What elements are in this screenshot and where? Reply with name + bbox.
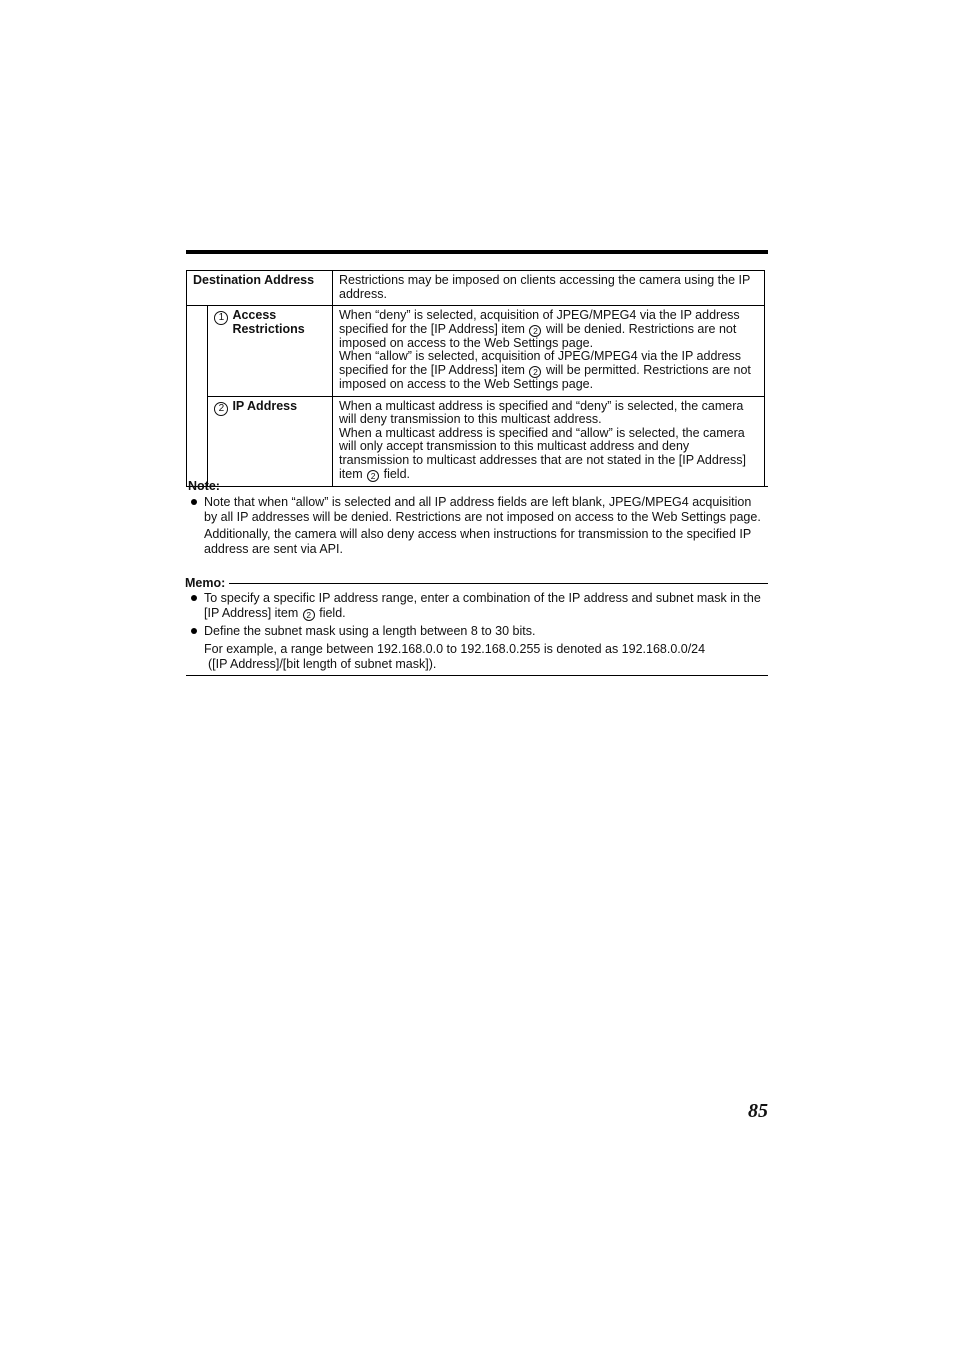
destination-address-label: Destination Address xyxy=(187,271,333,306)
bullet-icon xyxy=(191,628,197,634)
table-row-destination-address xyxy=(187,271,765,306)
memo-rule xyxy=(229,583,768,584)
circled-reference-2: 2 xyxy=(529,366,541,378)
page-number: 85 xyxy=(748,1100,768,1122)
access-restrictions-allow-text: When “allow” is selected, acquisition of JPEG/MPEG4 via the IP address specified for the [IP Address] item 2 will be permitted. Restrictions are not imposed on access to the Web Settings page. xyxy=(339,349,751,391)
ip-address-deny-text: When a multicast address is specified and “deny” is selected, the camera will deny transmission to this multicast address. xyxy=(339,398,744,427)
memo-example-line-1: For example, a range between 192.168.0.0 to 192.168.0.255 is denoted as 192.168.0.0/24 xyxy=(204,642,706,656)
note-additional-paragraph: Additionally, the camera will also deny access when instructions for transmission to the specified IP address are sent via API. xyxy=(204,527,752,556)
memo-title: Memo: xyxy=(185,576,226,590)
top-rule xyxy=(186,250,768,254)
bottom-rule xyxy=(186,675,768,676)
circled-number-2: 2 xyxy=(214,402,228,416)
memo-example xyxy=(186,642,766,671)
bullet-icon xyxy=(191,595,197,601)
bullet-icon xyxy=(191,499,197,505)
note-title: Note: xyxy=(188,479,220,493)
note-rule xyxy=(224,486,768,487)
ip-address-allow-text: When a multicast address is specified and “allow” is selected, the camera will only accept transmission to this multicast address and deny transmission to multicast addresses that are not stated in the [IP Address] item 2 field. xyxy=(339,425,746,481)
note-body xyxy=(186,495,766,556)
table-row-access-restrictions xyxy=(187,306,765,396)
ip-address-label-cell xyxy=(208,396,333,486)
settings-table xyxy=(186,270,765,487)
memo-example-line-2: ([IP Address]/[bit length of subnet mask]). xyxy=(208,656,437,671)
memo-heading xyxy=(185,576,768,590)
indent-cell xyxy=(187,306,208,486)
circled-reference-2: 2 xyxy=(529,325,541,337)
table-row-ip-address xyxy=(187,396,765,486)
note-bullet: Note that when “allow” is selected and all IP address fields are left blank, JPEG/MPEG4 acquisition by all IP addresses will be denied. Restrictions are not imposed on access to the Web Settings page. xyxy=(186,495,766,524)
circled-number-1: 1 xyxy=(214,311,228,325)
access-restrictions-label-cell xyxy=(208,306,333,396)
memo-body xyxy=(186,591,766,671)
circled-reference-2: 2 xyxy=(303,609,315,621)
access-restrictions-label: Access Restrictions xyxy=(232,308,305,336)
access-restrictions-deny-text: When “deny” is selected, acquisition of JPEG/MPEG4 via the IP address specified for the [IP Address] item 2 will be denied. Restrictions are not imposed on access to the Web Settings page. xyxy=(339,308,740,350)
memo-bullet-ip-range: To specify a specific IP address range, enter a combination of the IP address and subnet mask in the [IP Address] item 2 field. xyxy=(186,591,766,621)
access-restrictions-description xyxy=(333,306,765,396)
note-heading xyxy=(188,479,768,493)
circled-reference-2: 2 xyxy=(367,470,379,482)
ip-address-description xyxy=(333,396,765,486)
memo-bullet-subnet-mask: Define the subnet mask using a length between 8 to 30 bits. xyxy=(186,624,766,639)
ip-address-label: IP Address xyxy=(232,398,298,413)
destination-address-description: Restrictions may be imposed on clients accessing the camera using the IP address. xyxy=(333,271,765,306)
